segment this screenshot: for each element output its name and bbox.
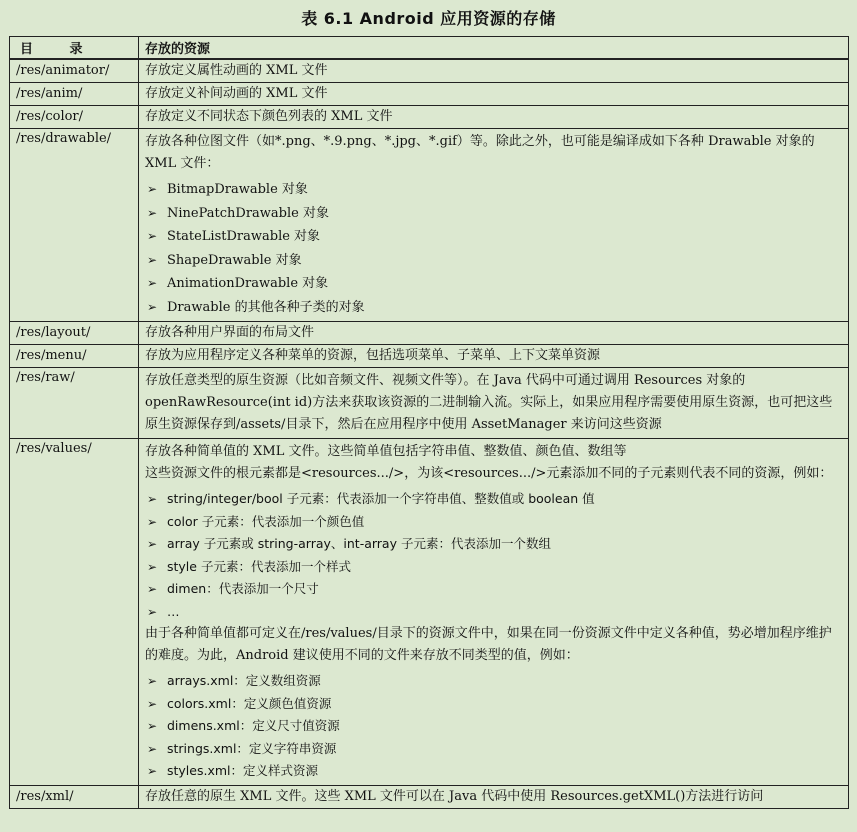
desc-cell: 存放各种用户界面的布局文件 [139,322,849,345]
list-item: ➢ dimens.xml：定义尺寸值资源 [145,715,842,738]
list-item: ➢ StateListDrawable 对象 [145,225,842,249]
arrow-bullet-icon: ➢ [147,492,158,506]
arrow-bullet-icon: ➢ [147,299,158,314]
list-item: ➢ color 子元素：代表添加一个颜色值 [145,511,842,534]
header-content: 存放的资源 [139,37,849,60]
dir-cell: /res/values/ [10,439,139,786]
resource-table [9,36,849,809]
values-text-3: 由于各种简单值都可定义在/res/values/目录下的资源文件中，如果在同一份资源文件中定义各种值，势必增加程序维护的难度。为此，Android 建议使用不同的文件来存放不同类型的值，例如： [145,626,832,663]
dir-cell: /res/xml/ [10,785,139,808]
desc-cell: 存放任意的原生 XML 文件。这些 XML 文件可以在 Java 代码中使用 Resources.getXML()方法进行访问 [139,785,849,808]
arrow-bullet-icon: ➢ [147,182,158,196]
desc-cell: 存放为应用程序定义各种菜单的资源，包括选项菜单、子菜单、上下文菜单资源 [139,345,849,368]
list-item: ➢ styles.xml：定义样式资源 [145,760,842,783]
desc-cell: 存放定义属性动画的 XML 文件 [139,59,849,83]
values-text-1: 存放各种简单值的 XML 文件。这些简单值包括字符串值、整数值、颜色值、数组等 [145,444,627,459]
dir-cell: /res/color/ [10,106,139,129]
desc-cell [139,439,849,786]
desc-cell [139,129,849,322]
dir-cell: /res/menu/ [10,345,139,368]
arrow-bullet-icon: ➢ [147,514,158,529]
list-item: ➢ strings.xml：定义字符串资源 [145,738,842,761]
list-item: ➢ style 子元素：代表添加一个样式 [145,556,842,579]
header-dir: 目 录 [10,37,139,60]
arrow-bullet-icon: ➢ [147,205,158,220]
list-item: ➢ Drawable 的其他各种子类的对象 [145,296,842,320]
arrow-bullet-icon: ➢ [147,696,158,711]
table-row [10,129,849,322]
dir-cell: /res/anim/ [10,83,139,106]
list-item: ➢ … [145,601,842,624]
arrow-bullet-icon: ➢ [147,229,158,243]
arrow-bullet-icon: ➢ [147,674,158,688]
arrow-bullet-icon: ➢ [147,559,158,574]
dir-cell: /res/animator/ [10,59,139,83]
table-row [10,106,849,129]
desc-cell: 存放定义不同状态下颜色列表的 XML 文件 [139,106,849,129]
arrow-bullet-icon: ➢ [147,719,158,733]
drawable-list [145,178,842,319]
table-row [10,368,849,439]
values-elements-list [145,488,842,623]
table-title: 表 6.1 Android 应用资源的存储 [301,9,556,28]
dir-cell: /res/drawable/ [10,129,139,322]
list-item: ➢ NinePatchDrawable 对象 [145,202,842,226]
table-row [10,439,849,786]
list-item: ➢ dimen：代表添加一个尺寸 [145,578,842,601]
drawable-text: 存放各种位图文件（如*.png、*.9.png、*.jpg、*.gif）等。除此之外，也可能是编译成如下各种 Drawable 对象的 XML 文件： [145,134,815,171]
table-header-row [10,37,849,60]
dir-cell: /res/layout/ [10,322,139,345]
arrow-bullet-icon: ➢ [147,741,158,756]
dir-cell: /res/raw/ [10,368,139,439]
list-item: ➢ BitmapDrawable 对象 [145,178,842,202]
values-text-2: 这些资源文件的根元素都是<resources.../>，为该<resources.../>元素添加不同的子元素则代表不同的资源，例如： [145,466,833,481]
arrow-bullet-icon: ➢ [147,252,158,267]
arrow-bullet-icon: ➢ [147,582,158,596]
table-row [10,322,849,345]
arrow-bullet-icon: ➢ [147,537,158,551]
list-item: ➢ colors.xml：定义颜色值资源 [145,693,842,716]
table-row [10,59,849,83]
values-files-list [145,670,842,783]
arrow-bullet-icon: ➢ [147,764,158,778]
list-item: ➢ AnimationDrawable 对象 [145,272,842,296]
list-item: ➢ string/integer/bool 子元素：代表添加一个字符串值、整数值或 boolean 值 [145,488,842,511]
desc-cell: 存放任意类型的原生资源（比如音频文件、视频文件等）。在 Java 代码中可通过调用 Resources 对象的 openRawResource(int id)方法来获取该资源的二进制输入流。实际上，如果应用程序需要使用原生资源，也可把这些原生资源保存到/assets/目录下，然后在应用程序中使用 AssetManager 来访问这些资源 [139,368,849,439]
list-item: ➢ ShapeDrawable 对象 [145,249,842,273]
table-row [10,785,849,808]
arrow-bullet-icon: ➢ [147,604,158,619]
arrow-bullet-icon: ➢ [147,276,158,290]
desc-cell: 存放定义补间动画的 XML 文件 [139,83,849,106]
table-row [10,345,849,368]
table-row [10,83,849,106]
list-item: ➢ array 子元素或 string-array、int-array 子元素：代表添加一个数组 [145,533,842,556]
list-item: ➢ arrays.xml：定义数组资源 [145,670,842,693]
